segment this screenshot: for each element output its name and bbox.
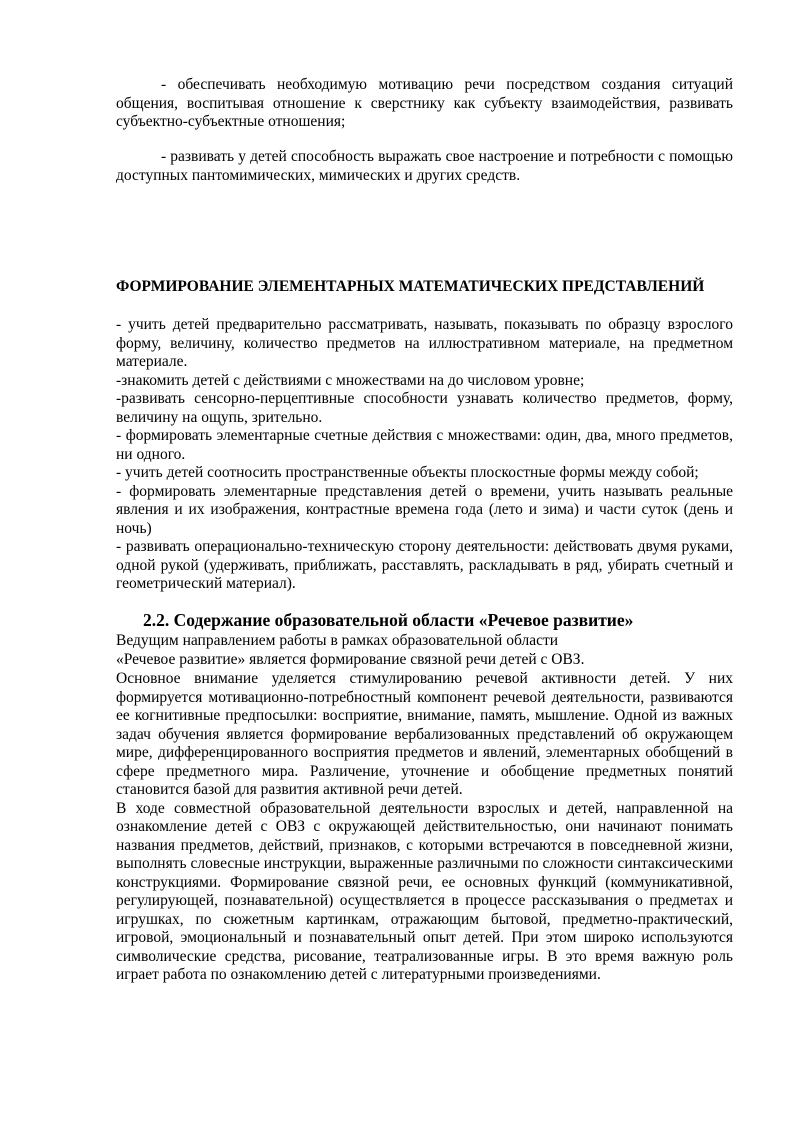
list-item: -знакомить детей с действиями с множествами на до числовом уровне; (116, 371, 585, 389)
list-item: - учить детей предварительно рассматривать, называть, показывать по образцу взрослого форму, величину, количество предметов на иллюстративном материале, на предметном материале. (116, 316, 733, 370)
list-item: - учить детей соотносить пространственные объекты плоскостные формы между собой; (116, 464, 699, 481)
list-item: - формировать элементарные счетные действия с множествами: один, два, много предметов, ни одного. (116, 427, 733, 463)
list-item: - формировать элементарные представления детей о времени, учить называть реальные явления и их изображения, контрастные времена года (лето и зима) и части суток (день и ночь) (116, 482, 733, 537)
speech-lead (116, 632, 733, 669)
speech-body (116, 670, 733, 985)
body-paragraph: Основное внимание уделяется стимулированию речевой активности детей. У них формируется мотивационно-потребностный компонент речевой деятельности, развиваются ее когнитивные предпосылки: восприятие, внимание, память, мышление. Одной из важных задач обучения является формирование вербализованных представлений об окружающем мире, дифференцированного восприятия предметов и явлений, элементарных обобщений в сфере предметного мира. Различение, уточнение и обобщение предметных понятий становится базой для развития активной речи детей. (116, 670, 733, 798)
lead-line: «Речевое развитие» является формирование связной речи детей с ОВЗ. (116, 650, 585, 668)
math-section-heading: ФОРМИРОВАНИЕ ЭЛЕМЕНТАРНЫХ МАТЕМАТИЧЕСКИХ ПРЕДСТАВЛЕНИЙ (116, 278, 705, 295)
section-title: 2.2. Содержание образовательной области «Речевое развитие» (143, 610, 634, 630)
intro-paragraph-2: - развивать у детей способность выражать свое настроение и потребности с помощью доступных пантомимических, мимических и других средств. (116, 148, 733, 184)
list-item: - развивать операционально-техническую сторону деятельности: действовать двумя руками, одной рукой (удерживать, приближать, расставлять, раскладывать в ряд, убирать счетный и геометрический материал). (116, 538, 733, 592)
intro-paragraph-1: - обеспечивать необходимую мотивацию речи посредством создания ситуаций общения, воспитывая отношение к сверстнику как субъекту взаимодействия, развивать субъектно-субъектные отношения; (116, 76, 733, 130)
list-item: -развивать сенсорно-перцептивные способности узнавать количество предметов, форму, величину на ощупь, зрительно. (116, 390, 733, 426)
body-paragraph: В ходе совместной образовательной деятельности взрослых и детей, направленной на ознакомление детей с ОВЗ с окружающей действительностью, они начинают понимать названия предметов, действий, признаков, с которыми встречаются в повседневной жизни, выполнять словесные инструкции, выраженные различными по сложности синтаксическими конструкциями. Формирование связной речи, ее основных функций (коммуникативной, регулирующей, познавательной) осуществляется в процессе рассказывания о предметах и игрушках, по сюжетным картинкам, отражающим бытовой, предметно-практический, игровой, эмоциональный и познавательный опыт детей. При этом широко используются символические средства, рисование, театрализованные игры. В это время важную роль играет работа по ознакомлению детей с литературными произведениями. (116, 799, 733, 983)
math-task-list (116, 316, 733, 594)
lead-line: Ведущим направлением работы в рамках образовательной области (116, 632, 559, 649)
